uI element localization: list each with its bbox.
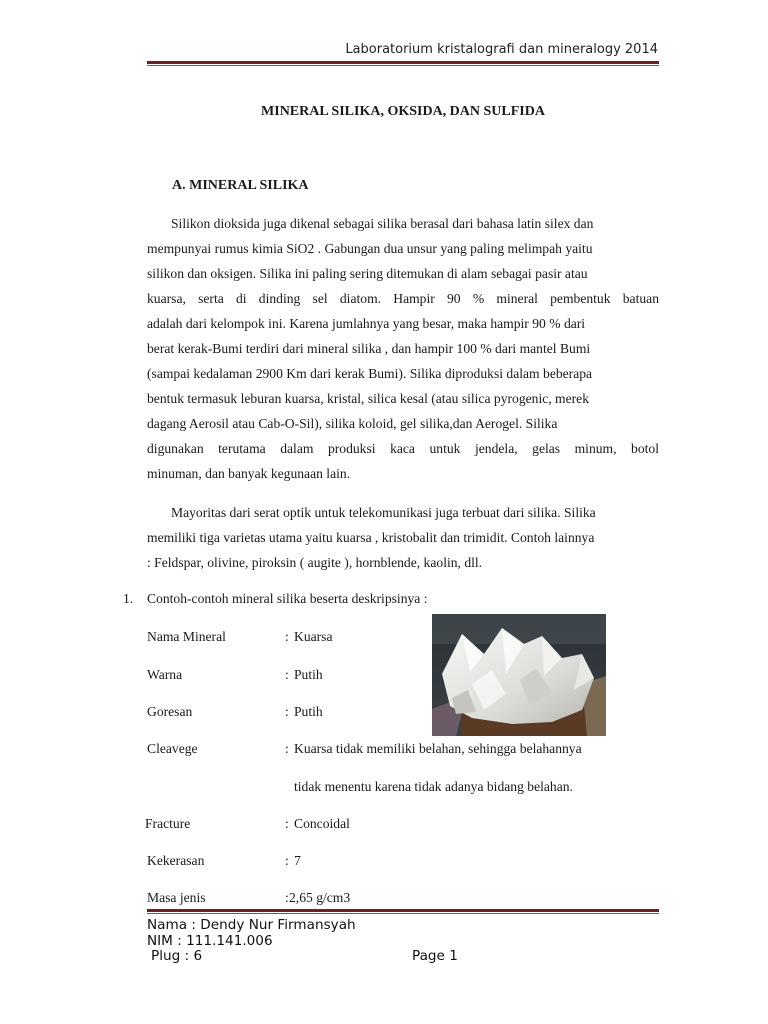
value-fracture: Concoidal: [294, 816, 350, 831]
label-nama-mineral: Nama Mineral: [147, 629, 226, 644]
list-item-text: Contoh-contoh mineral silika beserta deskripsinya :: [147, 591, 428, 606]
running-header: Laboratorium kristalografi dan mineralogy 2014: [345, 42, 658, 57]
label-kekerasan: Kekerasan: [147, 853, 205, 868]
paragraph-line: (sampai kedalaman 2900 Km dari kerak Bumi). Silika diproduksi dalam beberapa: [147, 366, 593, 381]
paragraph-line: Silikon dioksida juga dikenal sebagai silika berasal dari bahasa latin silex dan: [171, 216, 594, 231]
section-heading: A. MINERAL SILIKA: [172, 178, 309, 193]
document-title: MINERAL SILIKA, OKSIDA, DAN SULFIDA: [261, 104, 545, 119]
footer-plug: Plug : 6: [151, 948, 203, 964]
page-number: Page 1: [412, 948, 458, 964]
value-kekerasan: 7: [294, 853, 301, 868]
label-fracture: Fracture: [145, 816, 191, 831]
colon: :: [285, 853, 289, 868]
label-masa-jenis: Masa jenis: [147, 890, 206, 905]
colon: :: [285, 741, 289, 756]
paragraph-line: minuman, dan banyak kegunaan lain.: [147, 466, 351, 481]
colon: :: [285, 890, 289, 905]
colon: :: [285, 816, 289, 831]
paragraph-line: silikon dan oksigen. Silika ini paling sering ditemukan di alam sebagai pasir atau: [147, 266, 588, 281]
paragraph-line: digunakan terutama dalam produksi kaca untuk jendela, gelas minum, botol: [147, 441, 659, 456]
quartz-crystal-photo: [432, 614, 606, 736]
label-cleavage: Cleavege: [147, 741, 198, 756]
value-masa-jenis: 2,65 g/cm3: [289, 890, 351, 905]
header-rule: [147, 61, 659, 66]
value-warna: Putih: [294, 667, 323, 682]
footer-nim: NIM : 111.141.006: [147, 933, 273, 949]
colon: :: [285, 629, 289, 644]
footer-name: Nama : Dendy Nur Firmansyah: [147, 917, 356, 933]
paragraph-line: memiliki tiga varietas utama yaitu kuarsa , kristobalit dan trimidit. Contoh lainnya: [147, 530, 595, 545]
value-cleavage: Kuarsa tidak memiliki belahan, sehingga belahannya: [294, 741, 582, 756]
paragraph-line: bentuk termasuk leburan kuarsa, kristal, silica kesal (atau silica pyrogenic, merek: [147, 391, 590, 406]
label-warna: Warna: [147, 667, 183, 682]
colon: :: [285, 704, 289, 719]
list-number: 1.: [123, 591, 134, 606]
paragraph-line: : Feldspar, olivine, piroksin ( augite ), hornblende, kaolin, dll.: [147, 555, 483, 570]
paragraph-line: berat kerak-Bumi terdiri dari mineral silika , dan hampir 100 % dari mantel Bumi: [147, 341, 591, 356]
value-goresan: Putih: [294, 704, 323, 719]
colon: :: [285, 667, 289, 682]
paragraph-line: adalah dari kelompok ini. Karena jumlahnya yang besar, maka hampir 90 % dari: [147, 316, 586, 331]
paragraph-line: dagang Aerosil atau Cab-O-Sil), silika koloid, gel silika,dan Aerogel. Silika: [147, 416, 558, 431]
paragraph-silika-intro: [147, 211, 659, 486]
label-goresan: Goresan: [147, 704, 193, 719]
footer-rule: [147, 909, 659, 914]
paragraph-line: Mayoritas dari serat optik untuk telekomunikasi juga terbuat dari silika. Silika: [171, 505, 596, 520]
value-nama-mineral: Kuarsa: [294, 629, 333, 644]
value-cleavage-continued: tidak menentu karena tidak adanya bidang belahan.: [294, 779, 573, 794]
paragraph-line: mempunyai rumus kimia SiO2 . Gabungan dua unsur yang paling melimpah yaitu: [147, 241, 593, 256]
paragraph-line: kuarsa, serta di dinding sel diatom. Hampir 90 % mineral pembentuk batuan: [147, 291, 659, 306]
paragraph-silika-varietas: [147, 500, 659, 575]
